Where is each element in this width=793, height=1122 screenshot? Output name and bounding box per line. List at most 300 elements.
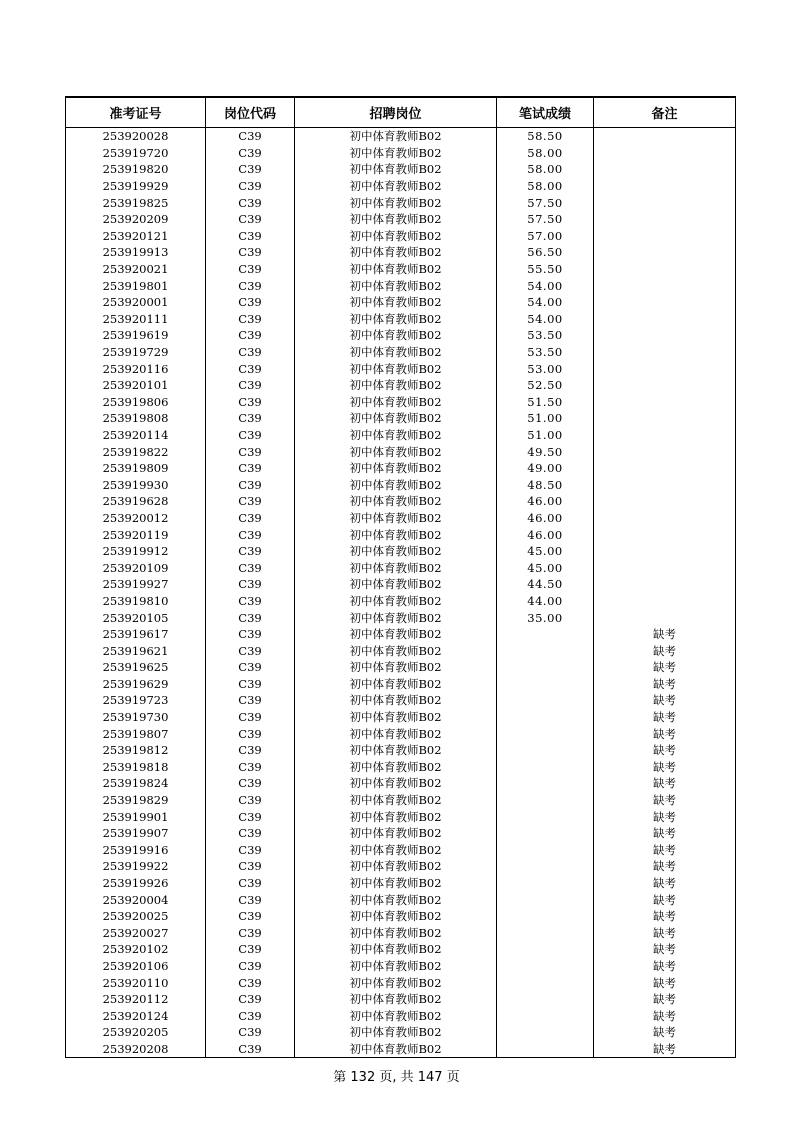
position-code-cell: C39 xyxy=(206,394,295,411)
header-position-name: 招聘岗位 xyxy=(295,97,497,128)
remarks-cell xyxy=(594,277,736,294)
exam-id-cell: 253920121 xyxy=(66,228,206,245)
remarks-cell xyxy=(594,377,736,394)
table-row xyxy=(66,427,736,444)
table-row xyxy=(66,493,736,510)
remarks-cell xyxy=(594,493,736,510)
position-code-cell: C39 xyxy=(206,891,295,908)
position-name-cell: 初中体育教师B02 xyxy=(295,194,497,211)
table-row xyxy=(66,609,736,626)
table-row xyxy=(66,576,736,593)
header-written-score: 笔试成绩 xyxy=(497,97,594,128)
position-name-cell: 初中体育教师B02 xyxy=(295,842,497,859)
remarks-cell: 缺考 xyxy=(594,925,736,942)
written-score-cell xyxy=(497,808,594,825)
table-row xyxy=(66,792,736,809)
table-row xyxy=(66,991,736,1008)
position-code-cell: C39 xyxy=(206,792,295,809)
table-row xyxy=(66,825,736,842)
exam-id-cell: 253919808 xyxy=(66,410,206,427)
exam-id-cell: 253919723 xyxy=(66,692,206,709)
exam-id-cell: 253920101 xyxy=(66,377,206,394)
remarks-cell: 缺考 xyxy=(594,1007,736,1024)
table-row xyxy=(66,659,736,676)
exam-id-cell: 253919807 xyxy=(66,725,206,742)
position-name-cell: 初中体育教师B02 xyxy=(295,576,497,593)
position-code-cell: C39 xyxy=(206,974,295,991)
written-score-cell: 49.00 xyxy=(497,460,594,477)
written-score-cell xyxy=(497,925,594,942)
table-row xyxy=(66,676,736,693)
position-name-cell: 初中体育教师B02 xyxy=(295,593,497,610)
position-name-cell: 初中体育教师B02 xyxy=(295,244,497,261)
position-code-cell: C39 xyxy=(206,941,295,958)
table-row xyxy=(66,1007,736,1024)
position-name-cell: 初中体育教师B02 xyxy=(295,526,497,543)
written-score-cell xyxy=(497,941,594,958)
written-score-cell xyxy=(497,626,594,643)
position-name-cell: 初中体育教师B02 xyxy=(295,427,497,444)
position-code-cell: C39 xyxy=(206,825,295,842)
remarks-cell: 缺考 xyxy=(594,725,736,742)
written-score-cell: 57.50 xyxy=(497,211,594,228)
position-name-cell: 初中体育教师B02 xyxy=(295,228,497,245)
exam-id-cell: 253920025 xyxy=(66,908,206,925)
written-score-cell: 54.00 xyxy=(497,294,594,311)
position-name-cell: 初中体育教师B02 xyxy=(295,692,497,709)
exam-id-cell: 253920021 xyxy=(66,261,206,278)
exam-id-cell: 253919926 xyxy=(66,875,206,892)
position-name-cell: 初中体育教师B02 xyxy=(295,941,497,958)
remarks-cell xyxy=(594,161,736,178)
table-row xyxy=(66,974,736,991)
remarks-cell: 缺考 xyxy=(594,742,736,759)
position-code-cell: C39 xyxy=(206,725,295,742)
written-score-cell: 58.00 xyxy=(497,145,594,162)
remarks-cell: 缺考 xyxy=(594,759,736,776)
position-code-cell: C39 xyxy=(206,1007,295,1024)
position-name-cell: 初中体育教师B02 xyxy=(295,261,497,278)
position-code-cell: C39 xyxy=(206,427,295,444)
position-name-cell: 初中体育教师B02 xyxy=(295,543,497,560)
table-row xyxy=(66,559,736,576)
written-score-cell xyxy=(497,792,594,809)
written-score-cell xyxy=(497,991,594,1008)
table-row xyxy=(66,128,736,145)
page-number: 第 132 页, 共 147 页 xyxy=(333,1070,460,1085)
position-name-cell: 初中体育教师B02 xyxy=(295,510,497,527)
position-name-cell: 初中体育教师B02 xyxy=(295,642,497,659)
position-code-cell: C39 xyxy=(206,925,295,942)
remarks-cell xyxy=(594,128,736,145)
written-score-cell: 35.00 xyxy=(497,609,594,626)
position-name-cell: 初中体育教师B02 xyxy=(295,891,497,908)
exam-id-cell: 253920109 xyxy=(66,559,206,576)
position-name-cell: 初中体育教师B02 xyxy=(295,145,497,162)
written-score-cell: 53.50 xyxy=(497,344,594,361)
position-code-cell: C39 xyxy=(206,377,295,394)
position-code-cell: C39 xyxy=(206,808,295,825)
table-row xyxy=(66,277,736,294)
written-score-cell: 46.00 xyxy=(497,510,594,527)
exam-id-cell: 253919812 xyxy=(66,742,206,759)
exam-id-cell: 253920209 xyxy=(66,211,206,228)
position-code-cell: C39 xyxy=(206,311,295,328)
written-score-cell: 52.50 xyxy=(497,377,594,394)
position-code-cell: C39 xyxy=(206,161,295,178)
remarks-cell xyxy=(594,194,736,211)
position-code-cell: C39 xyxy=(206,244,295,261)
position-code-cell: C39 xyxy=(206,493,295,510)
position-code-cell: C39 xyxy=(206,128,295,145)
position-code-cell: C39 xyxy=(206,875,295,892)
position-code-cell: C39 xyxy=(206,261,295,278)
table-row xyxy=(66,775,736,792)
remarks-cell: 缺考 xyxy=(594,958,736,975)
table-row xyxy=(66,891,736,908)
written-score-cell: 56.50 xyxy=(497,244,594,261)
exam-id-cell: 253919912 xyxy=(66,543,206,560)
position-code-cell: C39 xyxy=(206,410,295,427)
position-name-cell: 初中体育教师B02 xyxy=(295,476,497,493)
exam-id-cell: 253920106 xyxy=(66,958,206,975)
table-row xyxy=(66,759,736,776)
position-name-cell: 初中体育教师B02 xyxy=(295,344,497,361)
position-code-cell: C39 xyxy=(206,344,295,361)
written-score-cell: 45.00 xyxy=(497,559,594,576)
position-code-cell: C39 xyxy=(206,1041,295,1058)
table-row xyxy=(66,145,736,162)
written-score-cell: 54.00 xyxy=(497,311,594,328)
exam-id-cell: 253920205 xyxy=(66,1024,206,1041)
written-score-cell: 51.50 xyxy=(497,394,594,411)
position-code-cell: C39 xyxy=(206,991,295,1008)
position-code-cell: C39 xyxy=(206,609,295,626)
remarks-cell: 缺考 xyxy=(594,974,736,991)
remarks-cell xyxy=(594,543,736,560)
remarks-cell: 缺考 xyxy=(594,808,736,825)
position-name-cell: 初中体育教师B02 xyxy=(295,178,497,195)
exam-id-cell: 253919629 xyxy=(66,676,206,693)
exam-id-cell: 253919730 xyxy=(66,709,206,726)
position-name-cell: 初中体育教师B02 xyxy=(295,394,497,411)
remarks-cell xyxy=(594,559,736,576)
position-name-cell: 初中体育教师B02 xyxy=(295,277,497,294)
exam-id-cell: 253919825 xyxy=(66,194,206,211)
exam-id-cell: 253919810 xyxy=(66,593,206,610)
written-score-cell xyxy=(497,908,594,925)
written-score-cell xyxy=(497,858,594,875)
position-name-cell: 初中体育教师B02 xyxy=(295,875,497,892)
remarks-cell: 缺考 xyxy=(594,858,736,875)
score-table xyxy=(65,96,736,1058)
remarks-cell xyxy=(594,576,736,593)
written-score-cell xyxy=(497,1041,594,1058)
remarks-cell xyxy=(594,344,736,361)
table-row xyxy=(66,294,736,311)
exam-id-cell: 253919922 xyxy=(66,858,206,875)
exam-id-cell: 253919820 xyxy=(66,161,206,178)
written-score-cell: 51.00 xyxy=(497,410,594,427)
table-row xyxy=(66,593,736,610)
table-row xyxy=(66,626,736,643)
position-name-cell: 初中体育教师B02 xyxy=(295,443,497,460)
exam-id-cell: 253919729 xyxy=(66,344,206,361)
table-row xyxy=(66,410,736,427)
remarks-cell: 缺考 xyxy=(594,825,736,842)
table-row xyxy=(66,178,736,195)
exam-id-cell: 253919916 xyxy=(66,842,206,859)
exam-id-cell: 253919930 xyxy=(66,476,206,493)
position-name-cell: 初中体育教师B02 xyxy=(295,825,497,842)
position-name-cell: 初中体育教师B02 xyxy=(295,609,497,626)
position-name-cell: 初中体育教师B02 xyxy=(295,493,497,510)
table-body xyxy=(66,128,736,1058)
position-name-cell: 初中体育教师B02 xyxy=(295,759,497,776)
position-code-cell: C39 xyxy=(206,559,295,576)
position-code-cell: C39 xyxy=(206,659,295,676)
exam-id-cell: 253920114 xyxy=(66,427,206,444)
table-row xyxy=(66,211,736,228)
table-row xyxy=(66,510,736,527)
written-score-cell xyxy=(497,891,594,908)
position-code-cell: C39 xyxy=(206,194,295,211)
remarks-cell xyxy=(594,261,736,278)
position-code-cell: C39 xyxy=(206,360,295,377)
table-row xyxy=(66,725,736,742)
position-name-cell: 初中体育教师B02 xyxy=(295,559,497,576)
remarks-cell xyxy=(594,360,736,377)
position-code-cell: C39 xyxy=(206,277,295,294)
position-name-cell: 初中体育教师B02 xyxy=(295,742,497,759)
position-code-cell: C39 xyxy=(206,775,295,792)
position-name-cell: 初中体育教师B02 xyxy=(295,925,497,942)
exam-id-cell: 253919806 xyxy=(66,394,206,411)
position-name-cell: 初中体育教师B02 xyxy=(295,377,497,394)
remarks-cell: 缺考 xyxy=(594,642,736,659)
table-row xyxy=(66,858,736,875)
table-row xyxy=(66,360,736,377)
header-position-code: 岗位代码 xyxy=(206,97,295,128)
remarks-cell xyxy=(594,460,736,477)
position-code-cell: C39 xyxy=(206,294,295,311)
table-row xyxy=(66,228,736,245)
remarks-cell xyxy=(594,244,736,261)
remarks-cell xyxy=(594,609,736,626)
position-code-cell: C39 xyxy=(206,543,295,560)
remarks-cell xyxy=(594,311,736,328)
remarks-cell xyxy=(594,593,736,610)
position-code-cell: C39 xyxy=(206,526,295,543)
table-row xyxy=(66,742,736,759)
exam-id-cell: 253919628 xyxy=(66,493,206,510)
written-score-cell xyxy=(497,875,594,892)
remarks-cell: 缺考 xyxy=(594,775,736,792)
exam-id-cell: 253919801 xyxy=(66,277,206,294)
position-name-cell: 初中体育教师B02 xyxy=(295,974,497,991)
table-row xyxy=(66,875,736,892)
position-name-cell: 初中体育教师B02 xyxy=(295,858,497,875)
remarks-cell xyxy=(594,510,736,527)
written-score-cell: 45.00 xyxy=(497,543,594,560)
written-score-cell xyxy=(497,958,594,975)
exam-id-cell: 253919913 xyxy=(66,244,206,261)
written-score-cell xyxy=(497,659,594,676)
table-row xyxy=(66,1041,736,1058)
position-name-cell: 初中体育教师B02 xyxy=(295,709,497,726)
position-code-cell: C39 xyxy=(206,692,295,709)
table-row xyxy=(66,311,736,328)
remarks-cell: 缺考 xyxy=(594,692,736,709)
position-code-cell: C39 xyxy=(206,676,295,693)
written-score-cell: 57.00 xyxy=(497,228,594,245)
exam-id-cell: 253920111 xyxy=(66,311,206,328)
written-score-cell: 53.00 xyxy=(497,360,594,377)
position-code-cell: C39 xyxy=(206,742,295,759)
exam-id-cell: 253920208 xyxy=(66,1041,206,1058)
exam-id-cell: 253919720 xyxy=(66,145,206,162)
position-name-cell: 初中体育教师B02 xyxy=(295,1007,497,1024)
remarks-cell xyxy=(594,476,736,493)
remarks-cell xyxy=(594,294,736,311)
remarks-cell: 缺考 xyxy=(594,941,736,958)
remarks-cell: 缺考 xyxy=(594,676,736,693)
position-code-cell: C39 xyxy=(206,211,295,228)
position-name-cell: 初中体育教师B02 xyxy=(295,626,497,643)
remarks-cell: 缺考 xyxy=(594,709,736,726)
written-score-cell xyxy=(497,709,594,726)
written-score-cell: 58.50 xyxy=(497,128,594,145)
remarks-cell xyxy=(594,211,736,228)
table-row xyxy=(66,808,736,825)
written-score-cell xyxy=(497,642,594,659)
written-score-cell: 51.00 xyxy=(497,427,594,444)
exam-id-cell: 253919619 xyxy=(66,327,206,344)
written-score-cell: 44.50 xyxy=(497,576,594,593)
position-name-cell: 初中体育教师B02 xyxy=(295,775,497,792)
written-score-cell: 58.00 xyxy=(497,161,594,178)
table-row xyxy=(66,543,736,560)
table-row xyxy=(66,709,736,726)
written-score-cell: 48.50 xyxy=(497,476,594,493)
written-score-cell xyxy=(497,725,594,742)
written-score-cell: 46.00 xyxy=(497,526,594,543)
position-name-cell: 初中体育教师B02 xyxy=(295,294,497,311)
table-row xyxy=(66,941,736,958)
position-code-cell: C39 xyxy=(206,178,295,195)
table-row xyxy=(66,692,736,709)
position-code-cell: C39 xyxy=(206,1024,295,1041)
exam-id-cell: 253920102 xyxy=(66,941,206,958)
remarks-cell: 缺考 xyxy=(594,626,736,643)
remarks-cell xyxy=(594,394,736,411)
exam-id-cell: 253919818 xyxy=(66,759,206,776)
position-code-cell: C39 xyxy=(206,460,295,477)
remarks-cell xyxy=(594,427,736,444)
exam-id-cell: 253919927 xyxy=(66,576,206,593)
position-code-cell: C39 xyxy=(206,709,295,726)
position-code-cell: C39 xyxy=(206,443,295,460)
written-score-cell xyxy=(497,759,594,776)
position-code-cell: C39 xyxy=(206,908,295,925)
remarks-cell: 缺考 xyxy=(594,908,736,925)
position-name-cell: 初中体育教师B02 xyxy=(295,1041,497,1058)
written-score-cell xyxy=(497,742,594,759)
table-row xyxy=(66,642,736,659)
position-code-cell: C39 xyxy=(206,145,295,162)
position-name-cell: 初中体育教师B02 xyxy=(295,808,497,825)
exam-id-cell: 253919829 xyxy=(66,792,206,809)
remarks-cell xyxy=(594,178,736,195)
table-row xyxy=(66,526,736,543)
remarks-cell xyxy=(594,443,736,460)
position-name-cell: 初中体育教师B02 xyxy=(295,360,497,377)
position-name-cell: 初中体育教师B02 xyxy=(295,1024,497,1041)
table-row xyxy=(66,443,736,460)
table-row xyxy=(66,344,736,361)
position-name-cell: 初中体育教师B02 xyxy=(295,725,497,742)
position-name-cell: 初中体育教师B02 xyxy=(295,211,497,228)
position-code-cell: C39 xyxy=(206,593,295,610)
written-score-cell xyxy=(497,692,594,709)
position-code-cell: C39 xyxy=(206,476,295,493)
written-score-cell: 58.00 xyxy=(497,178,594,195)
written-score-cell xyxy=(497,676,594,693)
position-name-cell: 初中体育教师B02 xyxy=(295,792,497,809)
exam-id-cell: 253919621 xyxy=(66,642,206,659)
written-score-cell: 57.50 xyxy=(497,194,594,211)
table-row xyxy=(66,244,736,261)
position-name-cell: 初中体育教师B02 xyxy=(295,958,497,975)
written-score-cell xyxy=(497,1007,594,1024)
table-row xyxy=(66,1024,736,1041)
position-name-cell: 初中体育教师B02 xyxy=(295,128,497,145)
table-row xyxy=(66,161,736,178)
table-row xyxy=(66,377,736,394)
written-score-cell: 46.00 xyxy=(497,493,594,510)
remarks-cell: 缺考 xyxy=(594,1024,736,1041)
written-score-cell: 44.00 xyxy=(497,593,594,610)
table-row xyxy=(66,842,736,859)
exam-id-cell: 253919929 xyxy=(66,178,206,195)
exam-id-cell: 253920105 xyxy=(66,609,206,626)
exam-id-cell: 253920110 xyxy=(66,974,206,991)
table-row xyxy=(66,194,736,211)
exam-id-cell: 253919824 xyxy=(66,775,206,792)
exam-id-cell: 253920119 xyxy=(66,526,206,543)
written-score-cell: 49.50 xyxy=(497,443,594,460)
position-name-cell: 初中体育教师B02 xyxy=(295,161,497,178)
table-row xyxy=(66,476,736,493)
exam-id-cell: 253919809 xyxy=(66,460,206,477)
exam-id-cell: 253920028 xyxy=(66,128,206,145)
table-row xyxy=(66,925,736,942)
written-score-cell xyxy=(497,825,594,842)
table-row xyxy=(66,327,736,344)
table-row xyxy=(66,958,736,975)
remarks-cell: 缺考 xyxy=(594,1041,736,1058)
exam-id-cell: 253920012 xyxy=(66,510,206,527)
table-row xyxy=(66,261,736,278)
header-exam-id: 准考证号 xyxy=(66,97,206,128)
written-score-cell: 53.50 xyxy=(497,327,594,344)
exam-id-cell: 253920027 xyxy=(66,925,206,942)
table-header-row xyxy=(66,97,736,128)
exam-id-cell: 253920001 xyxy=(66,294,206,311)
table-row xyxy=(66,394,736,411)
remarks-cell: 缺考 xyxy=(594,792,736,809)
written-score-cell: 54.00 xyxy=(497,277,594,294)
